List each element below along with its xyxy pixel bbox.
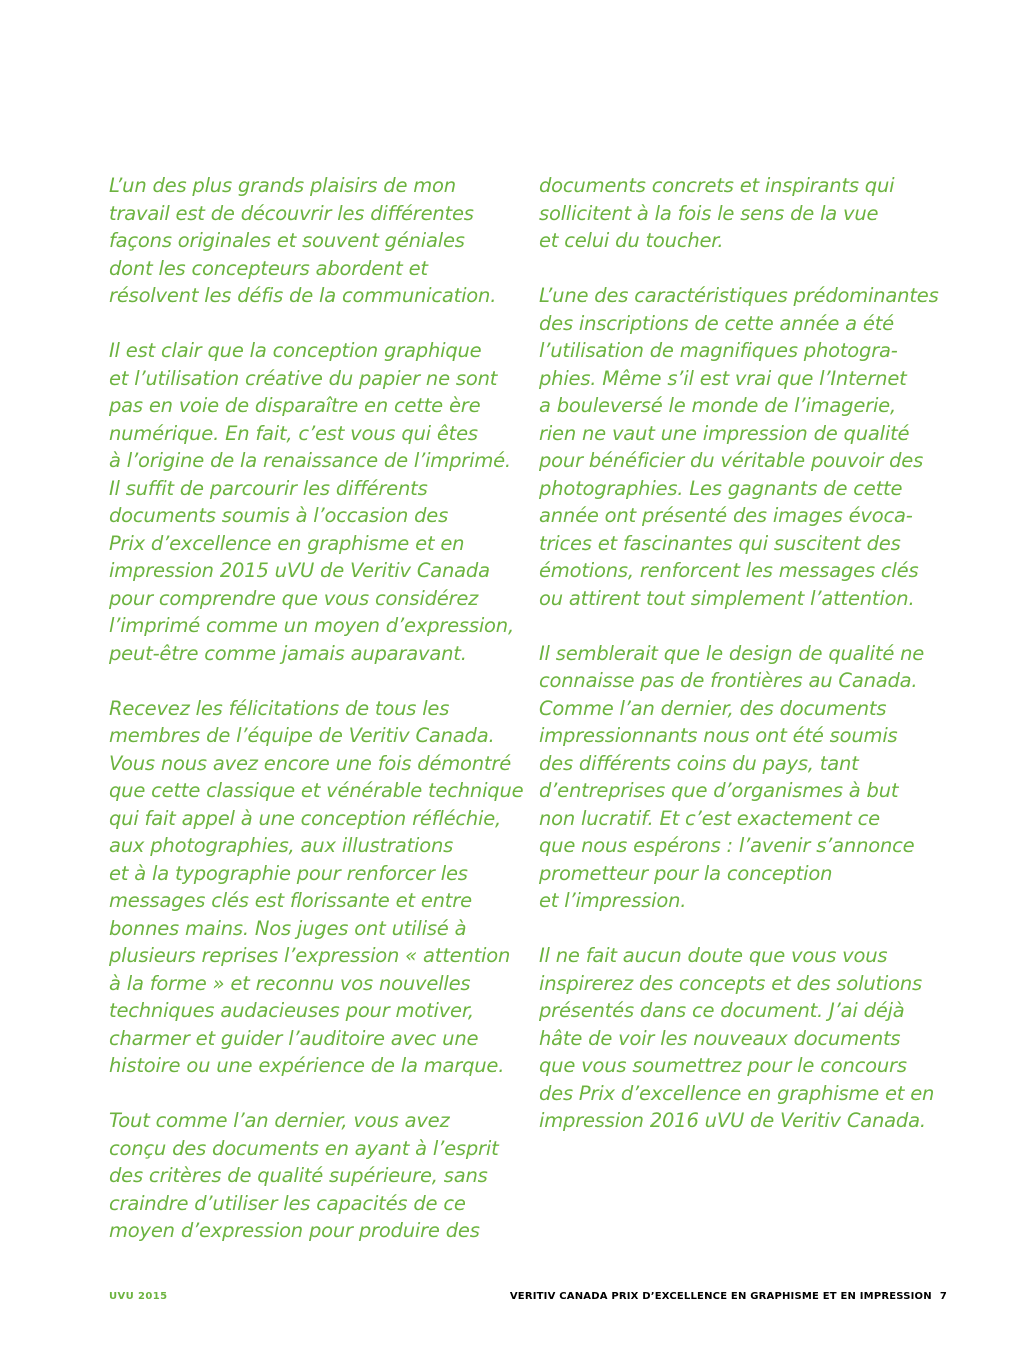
text-line: prometteur pour la conception xyxy=(539,861,833,885)
text-line: connaisse pas de frontières au Canada. xyxy=(539,669,918,692)
text-line: Recevez les félicitations de tous les xyxy=(109,696,450,720)
text-line: impression 2015 uVU de Veritiv Canada xyxy=(109,559,490,582)
paragraph xyxy=(109,337,529,667)
text-line: documents soumis à l’occasion des xyxy=(109,504,449,527)
text-line: techniques audacieuses pour motiver, xyxy=(109,999,474,1022)
text-line: non lucratif. Et c’est exactement ce xyxy=(539,806,880,830)
text-line: Il ne fait aucun doute que vous vous xyxy=(539,944,888,967)
text-line: charmer et guider l’auditoire avec une xyxy=(109,1026,479,1050)
paragraph xyxy=(539,640,969,915)
text-line: rien ne vaut une impression de qualité xyxy=(539,421,910,445)
text-line: numérique. En fait, c’est vous qui êtes xyxy=(109,421,478,445)
text-line: et à la typographie pour renforcer les xyxy=(109,861,468,885)
text-line: Comme l’an dernier, des documents xyxy=(539,696,887,720)
text-line: hâte de voir les nouveaux documents xyxy=(539,1026,901,1050)
text-line: membres de l’équipe de Veritiv Canada. xyxy=(109,724,495,747)
text-line: peut-être comme jamais auparavant. xyxy=(109,641,467,665)
text-line: des différents coins du pays, tant xyxy=(539,751,859,775)
text-line: d’entreprises que d’organismes à but xyxy=(539,779,899,802)
paragraph xyxy=(539,282,969,612)
text-line: et l’impression. xyxy=(539,889,687,912)
text-line: présentés dans ce document. J’ai déjà xyxy=(539,999,905,1022)
text-line: année ont présenté des images évoca- xyxy=(539,504,913,527)
paragraph xyxy=(539,942,969,1135)
text-line: Il suffit de parcourir les différents xyxy=(109,476,428,500)
text-line: et l’utilisation créative du papier ne sont xyxy=(109,366,498,390)
paragraph xyxy=(539,172,969,255)
text-line: L’une des caractéristiques prédominantes xyxy=(539,284,939,307)
text-line: aux photographies, aux illustrations xyxy=(109,834,454,857)
text-line: messages clés est florissante et entre xyxy=(109,889,472,912)
text-line: à l’origine de la renaissance de l’imprimé. xyxy=(109,449,511,472)
paragraph xyxy=(109,1107,529,1245)
text-line: impression 2016 uVU de Veritiv Canada. xyxy=(539,1109,926,1132)
footer-publication-label: UVU 2015 xyxy=(109,1291,168,1302)
text-line: que nous espérons : l’avenir s’annonce xyxy=(539,834,915,857)
text-line: que vous soumettrez pour le concours xyxy=(539,1054,907,1077)
text-line: que cette classique et vénérable technique xyxy=(109,779,524,802)
text-line: photographies. Les gagnants de cette xyxy=(539,476,903,500)
text-line: des Prix d’excellence en graphisme et en xyxy=(539,1081,935,1105)
text-line: conçu des documents en ayant à l’esprit xyxy=(109,1136,499,1160)
text-line: pas en voie de disparaître en cette ère xyxy=(109,394,481,417)
text-line: des critères de qualité supérieure, sans xyxy=(109,1164,488,1187)
text-line: inspirerez des concepts et des solutions xyxy=(539,971,922,995)
text-line: impressionnants nous ont été soumis xyxy=(539,724,898,747)
text-line: phies. Même s’il est vrai que l’Internet xyxy=(539,366,907,390)
text-line: l’utilisation de magnifiques photogra- xyxy=(539,339,898,362)
left-column xyxy=(109,172,529,1272)
text-line: craindre d’utiliser les capacités de ce xyxy=(109,1191,466,1215)
right-column xyxy=(539,172,969,1162)
text-line: pour bénéficier du véritable pouvoir des xyxy=(539,449,924,472)
text-line: dont les concepteurs abordent et xyxy=(109,256,428,280)
text-line: Il semblerait que le design de qualité ne xyxy=(539,641,925,665)
paragraph xyxy=(109,695,529,1080)
paragraph xyxy=(109,172,529,310)
text-line: L’un des plus grands plaisirs de mon xyxy=(109,174,456,197)
text-line: travail est de découvrir les différentes xyxy=(109,201,474,225)
text-line: qui fait appel à une conception réfléchie, xyxy=(109,806,502,830)
footer-title: VERITIV CANADA PRIX D’EXCELLENCE EN GRAPHISME ET EN IMPRESSION xyxy=(509,1291,932,1302)
text-line: a bouleversé le monde de l’imagerie, xyxy=(539,394,896,417)
text-line: pour comprendre que vous considérez xyxy=(109,586,479,610)
text-line: trices et fascinantes qui suscitent des xyxy=(539,531,901,555)
text-line: à la forme » et reconnu vos nouvelles xyxy=(109,971,471,995)
text-line: Vous nous avez encore une fois démontré xyxy=(109,751,511,775)
text-line: résolvent les défis de la communication. xyxy=(109,284,497,307)
page-number: 7 xyxy=(939,1291,947,1302)
text-line: Il est clair que la conception graphique xyxy=(109,339,482,362)
text-line: Prix d’excellence en graphisme et en xyxy=(109,531,465,555)
text-line: Tout comme l’an dernier, vous avez xyxy=(109,1109,450,1132)
text-line: façons originales et souvent géniales xyxy=(109,229,465,252)
text-line: émotions, renforcent les messages clés xyxy=(539,559,919,582)
text-line: documents concrets et inspirants qui xyxy=(539,174,895,197)
text-line: ou attirent tout simplement l’attention. xyxy=(539,586,915,610)
text-line: histoire ou une expérience de la marque. xyxy=(109,1054,505,1077)
text-line: sollicitent à la fois le sens de la vue xyxy=(539,201,879,225)
text-line: moyen d’expression pour produire des xyxy=(109,1219,480,1242)
text-line: l’imprimé comme un moyen d’expression, xyxy=(109,614,514,637)
text-line: plusieurs reprises l’expression « attention xyxy=(109,944,511,967)
footer-running-title xyxy=(510,1291,947,1302)
text-line: et celui du toucher. xyxy=(539,229,724,252)
text-line: bonnes mains. Nos juges ont utilisé à xyxy=(109,916,467,940)
text-line: des inscriptions de cette année a été xyxy=(539,311,894,335)
